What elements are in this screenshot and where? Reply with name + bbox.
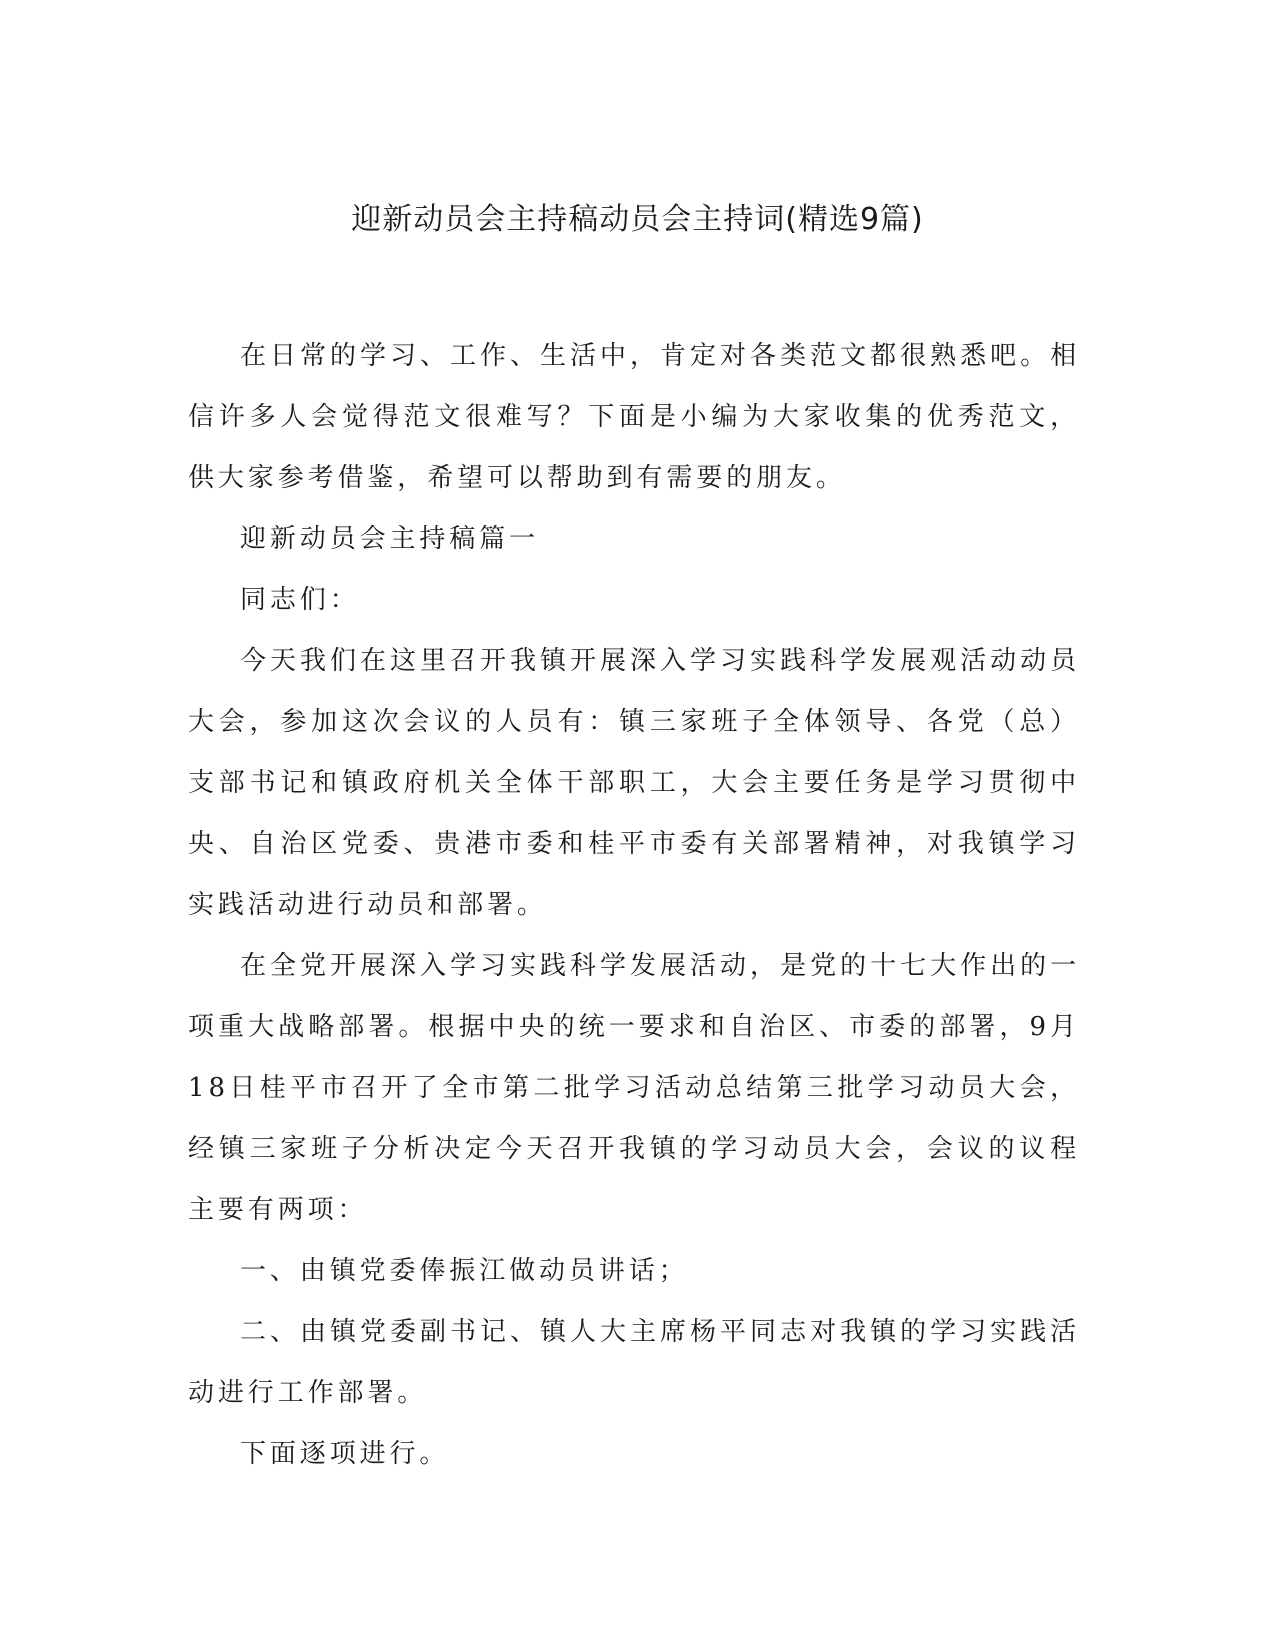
document-body: [188, 326, 1080, 1485]
section-heading: 迎新动员会主持稿篇一: [240, 524, 540, 554]
intro-paragraph: 在日常的学习、工作、生活中，肯定对各类范文都很熟悉吧。相信许多人会觉得范文很难写？下面是小编为大家收集的优秀范文，供大家参考借鉴，希望可以帮助到有需要的朋友。: [188, 341, 1080, 493]
body-paragraph: 今天我们在这里召开我镇开展深入学习实践科学发展观活动动员大会，参加这次会议的人员有：镇三家班子全体领导、各党（总）支部书记和镇政府机关全体干部职工，大会主要任务是学习贯彻中央、自治区党委、贵港市委和桂平市委有关部署精神，对我镇学习实践活动进行动员和部署。: [188, 646, 1080, 920]
body-paragraph: 在全党开展深入学习实践科学发展活动，是党的十七大作出的一项重大战略部署。根据中央的统一要求和自治区、市委的部署，9月18日桂平市召开了全市第二批学习活动总结第三批学习动员大会，经镇三家班子分析决定今天召开我镇的学习动员大会，会议的议程主要有两项：: [188, 951, 1080, 1225]
closing-paragraph: 下面逐项进行。: [240, 1439, 450, 1469]
salutation: 同志们：: [240, 585, 360, 615]
agenda-item: 二、由镇党委副书记、镇人大主席杨平同志对我镇的学习实践活动进行工作部署。: [188, 1317, 1080, 1408]
agenda-item: 一、由镇党委俸振江做动员讲话；: [240, 1256, 689, 1286]
document-title: 迎新动员会主持稿动员会主持词(精选9篇): [351, 202, 924, 237]
